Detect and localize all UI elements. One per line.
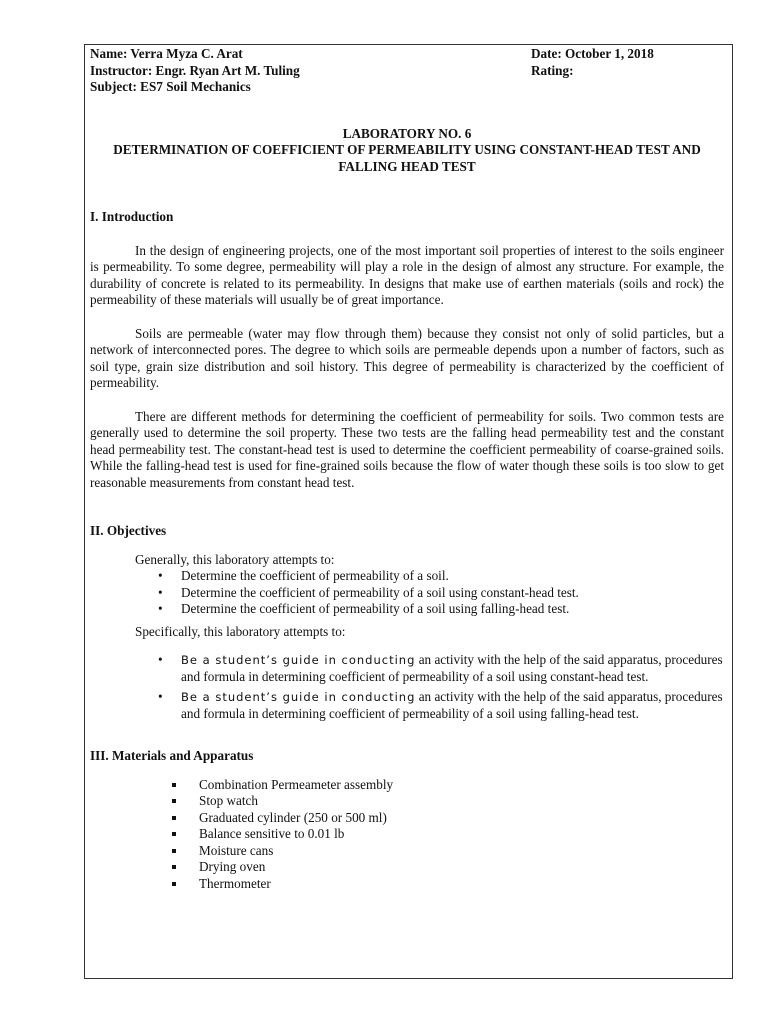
list-item: Combination Permeameter assembly [172, 777, 724, 794]
list-item: Stop watch [172, 793, 724, 810]
list-item: Thermometer [172, 876, 724, 893]
materials-list [90, 777, 724, 893]
bullet-icon: • [158, 568, 163, 583]
bullet-icon: • [158, 601, 163, 616]
lab-title-line-1: DETERMINATION OF COEFFICIENT OF PERMEABILITY USING CONSTANT-HEAD TEST AND [113, 142, 701, 157]
general-objectives-list [90, 568, 724, 618]
specific-objectives-list [90, 652, 724, 722]
subject: Subject: ES7 Soil Mechanics [90, 79, 251, 94]
lab-number: LABORATORY NO. 6 [342, 125, 472, 141]
document-body [90, 46, 724, 892]
square-bullet-icon [172, 799, 176, 803]
instructor: Instructor: Engr. Ryan Art M. Tuling [90, 62, 300, 78]
list-item: • Be a student’s guide in conducting an activity with the help of the said apparatus, procedures and formula in determining coefficient of permeability of a soil using falling-head test. [158, 689, 723, 721]
materials-heading: III. Materials and Apparatus [90, 748, 254, 763]
list-item: • Be a student’s guide in conducting an activity with the help of the said apparatus, procedures and formula in determining coefficient of permeability of a soil using constant-head test. [158, 652, 723, 684]
square-bullet-icon [172, 832, 176, 836]
square-bullet-icon [172, 816, 176, 820]
list-item: • Determine the coefficient of permeability of a soil using constant-head test. [158, 584, 579, 600]
intro-paragraph-1: In the design of engineering projects, one of the most important soil properties of interest to the soils engineer is permeability. To some degree, permeability will play a role in the design of almost any structure. For example, the durability of concrete is related to its permeability. In designs that make use of earthen materials (soils and rock) the permeability of these materials will usually be of great importance. [90, 242, 724, 307]
lab-title-line-2: FALLING HEAD TEST [338, 158, 476, 174]
intro-paragraph-3: There are different methods for determining the coefficient of permeability for soils. Two common tests are generally used to determine the soil property. These two tests are the falling head permeability test and the constant head permeability test. The constant-head test is used to determine the coefficient permeability of coarse-grained soils. While the falling-head test is used for fine-grained soils because the flow of water though these soils is too slow to get reasonable measurements from constant head test. [90, 408, 724, 490]
date: Date: October 1, 2018 [531, 46, 654, 61]
introduction-heading: I. Introduction [90, 209, 174, 224]
intro-paragraph-2: Soils are permeable (water may flow through them) because they consist not only of solid particles, but a network of interconnected pores. The degree to which soils are permeable depends upon a number of factors, such as soil type, grain size distribution and soil history. This degree of permeability is characterized by the coefficient of permeability. [90, 325, 724, 390]
general-objectives-lead: Generally, this laboratory attempts to: [135, 551, 335, 567]
bullet-icon: • [158, 689, 163, 704]
student-name: Name: Verra Myza C. Arat [90, 46, 243, 61]
list-item: Drying oven [172, 859, 724, 876]
square-bullet-icon [172, 882, 176, 886]
header-row-2 [90, 63, 724, 80]
list-item: • Determine the coefficient of permeability of a soil using falling-head test. [158, 601, 570, 616]
list-item: Moisture cans [172, 843, 724, 860]
rating: Rating: [531, 62, 574, 78]
objectives-heading: II. Objectives [90, 523, 167, 538]
list-item: Balance sensitive to 0.01 lb [172, 826, 724, 843]
list-item: Graduated cylinder (250 or 500 ml) [172, 810, 724, 827]
square-bullet-icon [172, 783, 176, 787]
square-bullet-icon [172, 865, 176, 869]
bullet-icon: • [158, 584, 163, 600]
square-bullet-icon [172, 849, 176, 853]
bullet-icon: • [158, 652, 163, 667]
header-row-1 [90, 46, 724, 63]
header-row-3 [90, 79, 724, 96]
specific-objectives-lead: Specifically, this laboratory attempts to: [135, 623, 346, 639]
list-item: • Determine the coefficient of permeability of a soil. [158, 568, 449, 583]
lab-title [90, 126, 724, 176]
